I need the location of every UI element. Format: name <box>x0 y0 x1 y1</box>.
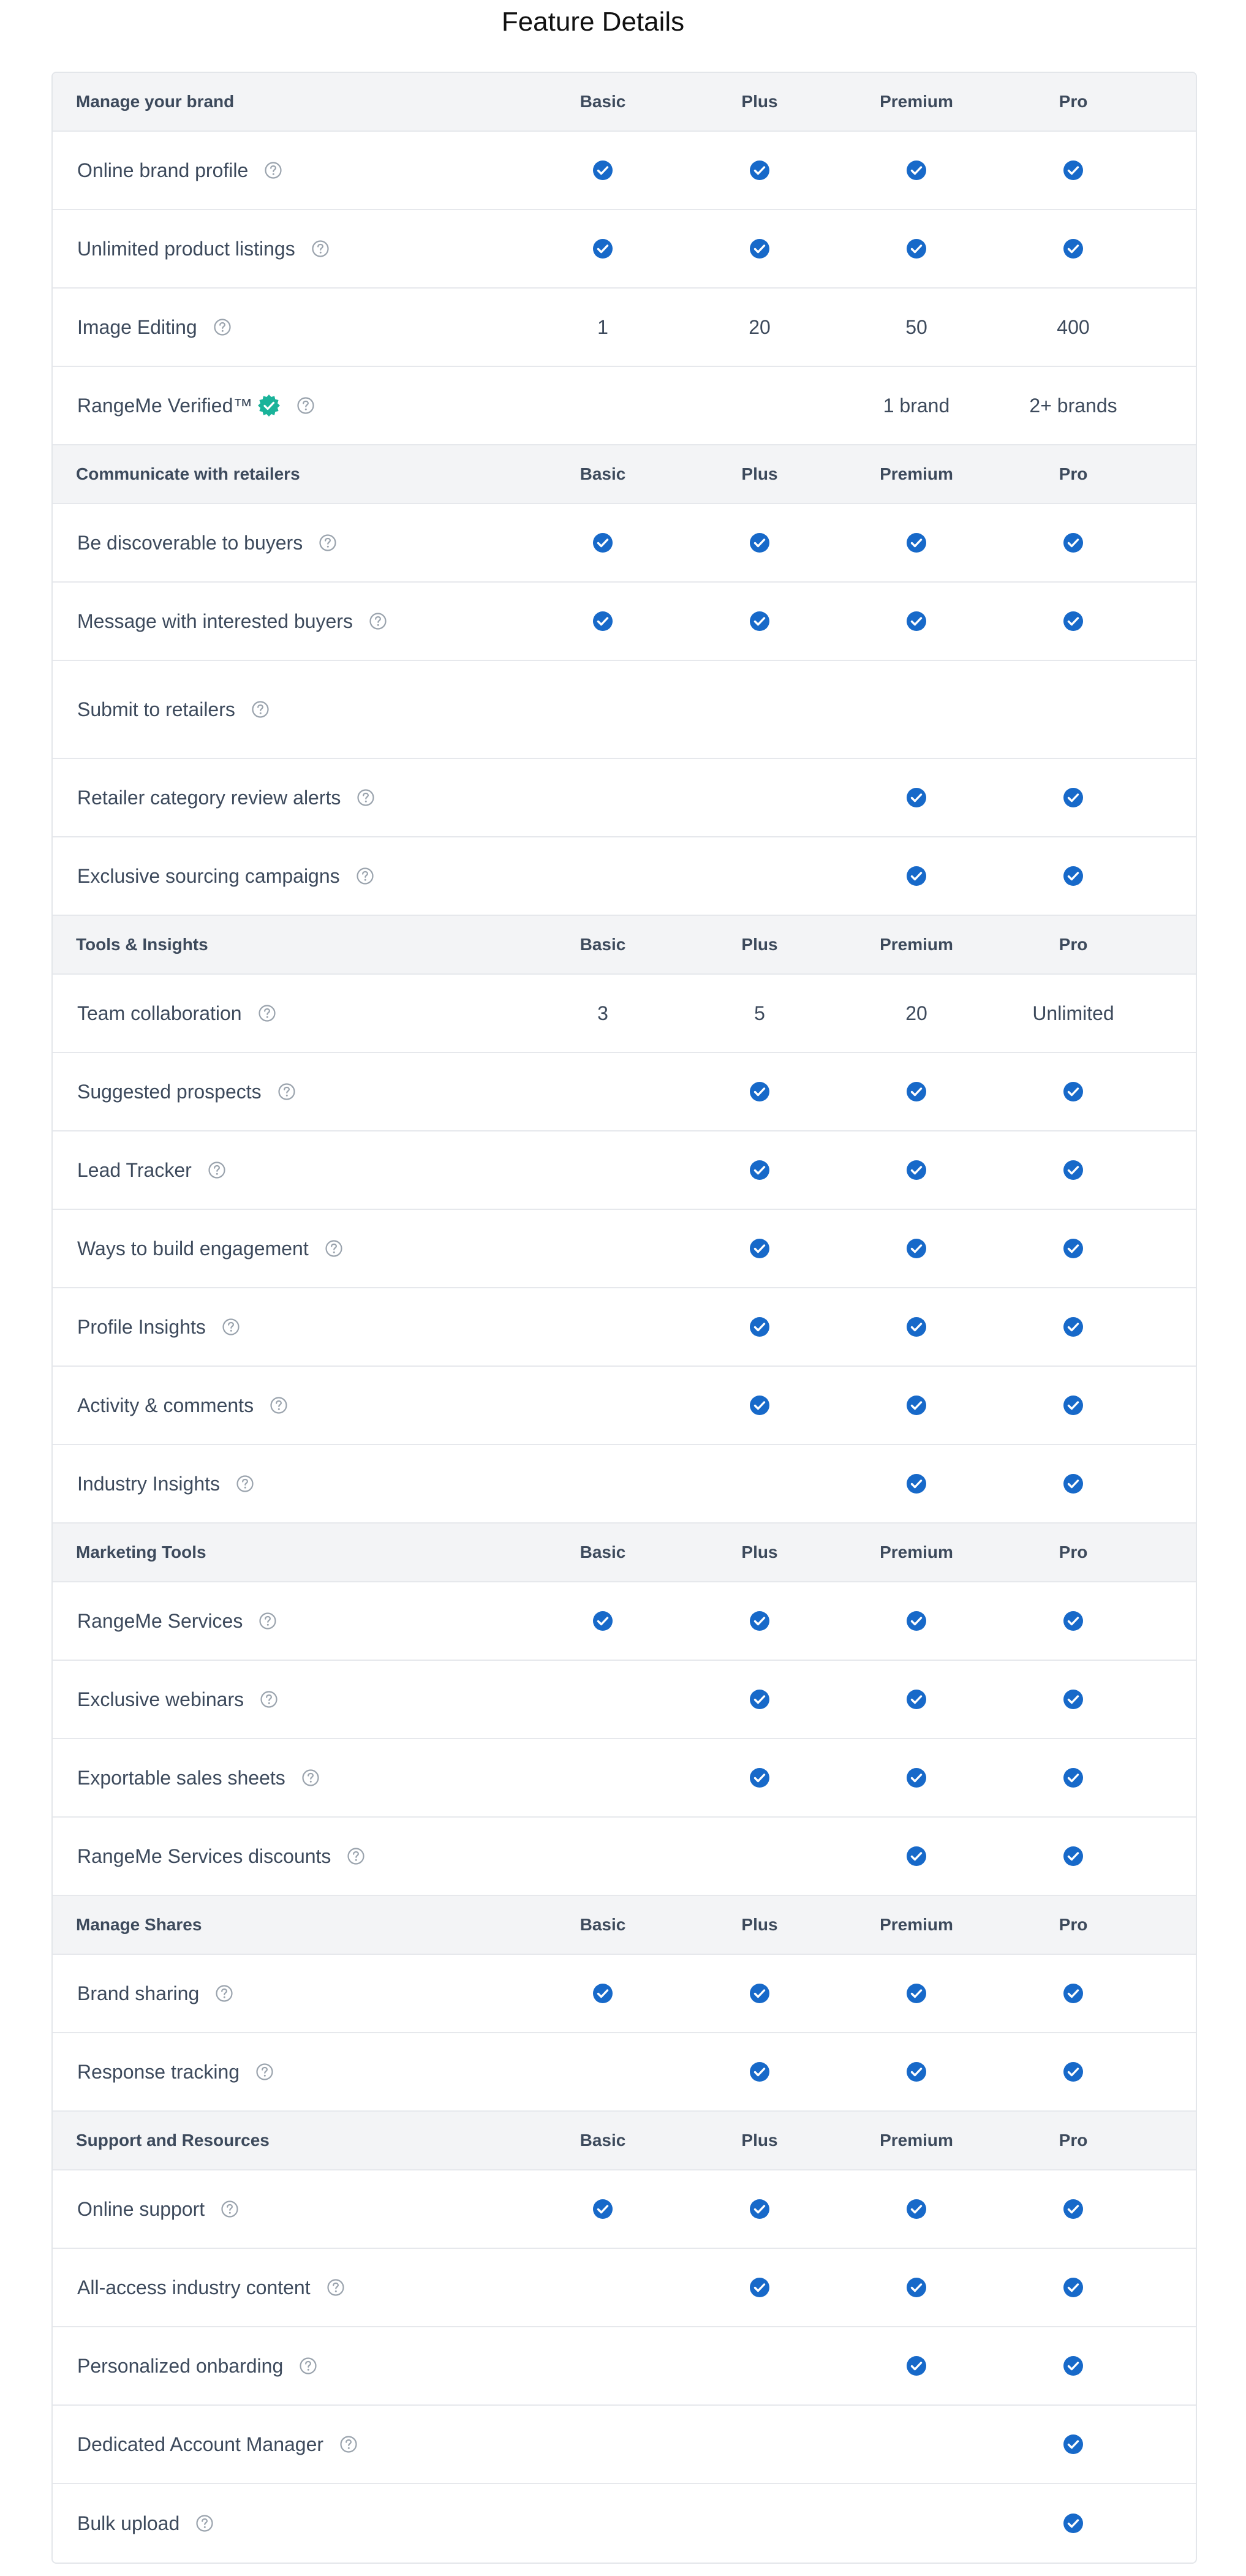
section-header-manage-shares <box>53 1896 1196 1955</box>
plan-value-basic: 1 <box>597 315 608 338</box>
plan-value-plus <box>681 2199 838 2219</box>
check-icon <box>749 2061 770 2082</box>
check-icon <box>906 1689 927 1710</box>
plan-value-premium <box>838 1983 995 2004</box>
plan-value-premium <box>838 2199 995 2219</box>
feature-row-personalized-onbarding <box>53 2327 1196 2406</box>
check-icon <box>749 532 770 553</box>
plan-value-plus <box>681 1689 838 1710</box>
help-icon[interactable] <box>236 1475 254 1493</box>
help-icon[interactable] <box>213 318 232 336</box>
plan-value-basic <box>524 532 681 553</box>
plan-header-basic: Basic <box>580 935 626 954</box>
feature-name: Industry Insights <box>77 1472 220 1495</box>
plan-value-pro <box>995 238 1152 259</box>
plan-header-plus: Plus <box>741 1543 778 1562</box>
feature-name-cell <box>53 2276 524 2299</box>
plan-header-plus: Plus <box>741 935 778 954</box>
help-icon[interactable] <box>357 788 375 807</box>
check-icon <box>592 1983 613 2004</box>
feature-name-cell <box>53 238 524 260</box>
feature-row-submit-to-retailers <box>53 661 1196 759</box>
plan-value-pro <box>995 1846 1152 1867</box>
check-icon <box>749 1767 770 1788</box>
feature-name-cell <box>53 2061 524 2083</box>
feature-name: Exclusive webinars <box>77 1688 244 1710</box>
feature-name-cell <box>53 610 524 633</box>
plan-value-premium <box>838 1395 995 1416</box>
feature-name: Unlimited product listings <box>77 237 295 260</box>
feature-row-be-discoverable-to-buyers <box>53 504 1196 583</box>
feature-row-message-with-interested-buyers <box>53 583 1196 661</box>
plan-value-basic: 3 <box>597 1002 608 1024</box>
feature-row-profile-insights <box>53 1288 1196 1367</box>
check-icon <box>906 1983 927 2004</box>
plan-value-plus <box>681 532 838 553</box>
plan-value-premium <box>838 787 995 808</box>
plan-value-pro <box>995 1081 1152 1102</box>
section-header-manage-your-brand <box>53 73 1196 132</box>
check-icon <box>906 160 927 181</box>
section-header-cell <box>53 935 524 954</box>
plan-value-basic <box>524 611 681 632</box>
check-icon <box>1063 2199 1084 2219</box>
check-icon <box>749 238 770 259</box>
plan-header-premium: Premium <box>880 2131 953 2150</box>
check-icon <box>749 611 770 632</box>
help-icon[interactable] <box>208 1161 226 1179</box>
feature-row-team-collaboration <box>53 975 1196 1053</box>
check-icon <box>1063 238 1084 259</box>
check-icon <box>906 1395 927 1416</box>
check-icon <box>1063 1238 1084 1259</box>
feature-name: Dedicated Account Manager <box>77 2433 324 2455</box>
section-header-cell <box>53 1543 524 1562</box>
check-icon <box>1063 160 1084 181</box>
feature-name-cell <box>53 1610 524 1633</box>
feature-row-image-editing <box>53 289 1196 367</box>
check-icon <box>749 1395 770 1416</box>
plan-header-premium: Premium <box>880 1543 953 1562</box>
plan-header-pro: Pro <box>1059 92 1088 111</box>
plan-header-pro: Pro <box>1059 935 1088 954</box>
plan-value-pro <box>995 2513 1152 2534</box>
section-header-cell <box>53 2131 524 2150</box>
check-icon <box>1063 2434 1084 2455</box>
section-header-support-and-resources <box>53 2112 1196 2170</box>
plan-value-premium <box>838 2355 995 2376</box>
feature-row-lead-tracker <box>53 1131 1196 1210</box>
feature-row-online-brand-profile <box>53 132 1196 210</box>
section-header-cell <box>53 464 524 484</box>
plan-header-premium: Premium <box>880 1915 953 1934</box>
section-title: Communicate with retailers <box>76 464 300 483</box>
feature-name: Exclusive sourcing campaigns <box>77 864 340 887</box>
section-title: Support and Resources <box>76 2131 270 2150</box>
plan-value-premium <box>838 1611 995 1631</box>
check-icon <box>906 787 927 808</box>
plan-value-premium <box>838 1316 995 1337</box>
feature-row-unlimited-product-listings <box>53 210 1196 289</box>
help-icon[interactable] <box>296 396 315 415</box>
section-header-tools-insights <box>53 916 1196 975</box>
check-icon <box>592 160 613 181</box>
plan-value-pro <box>995 2199 1152 2219</box>
feature-row-rangeme-services <box>53 1582 1196 1661</box>
check-icon <box>1063 787 1084 808</box>
check-icon <box>749 1611 770 1631</box>
feature-name-cell <box>53 316 524 339</box>
feature-name-cell <box>53 1159 524 1182</box>
feature-row-exportable-sales-sheets <box>53 1739 1196 1818</box>
plan-value-pro <box>995 1316 1152 1337</box>
help-icon[interactable] <box>356 867 374 885</box>
check-icon <box>1063 2061 1084 2082</box>
feature-name-cell <box>53 787 524 809</box>
help-icon[interactable] <box>260 1690 278 1709</box>
section-title: Manage Shares <box>76 1915 202 1934</box>
plan-header-basic: Basic <box>580 1543 626 1562</box>
plan-value-premium <box>838 1160 995 1180</box>
plan-value-premium <box>838 1473 995 1494</box>
feature-name: Retailer category review alerts <box>77 786 341 809</box>
check-icon <box>906 1846 927 1867</box>
plan-value-premium <box>838 866 995 886</box>
check-icon <box>906 2199 927 2219</box>
check-icon <box>1063 2277 1084 2298</box>
feature-name-cell <box>53 1237 524 1260</box>
feature-name-cell <box>53 2198 524 2221</box>
plan-value-plus: 5 <box>754 1002 765 1024</box>
plan-header-plus: Plus <box>741 2131 778 2150</box>
plan-value-pro <box>995 2434 1152 2455</box>
plan-value-plus <box>681 2277 838 2298</box>
feature-name: RangeMe Verified™ <box>77 394 253 417</box>
feature-name: Brand sharing <box>77 1982 200 2004</box>
feature-name: Image Editing <box>77 315 197 338</box>
feature-name: Ways to build engagement <box>77 1237 309 1260</box>
check-icon <box>1063 866 1084 886</box>
check-icon <box>1063 1395 1084 1416</box>
plan-value-plus <box>681 1160 838 1180</box>
plan-header-pro: Pro <box>1059 464 1088 483</box>
feature-row-response-tracking <box>53 2033 1196 2112</box>
plan-value-pro <box>995 611 1152 632</box>
check-icon <box>1063 2513 1084 2534</box>
plan-value-basic <box>524 238 681 259</box>
check-icon <box>749 1689 770 1710</box>
check-icon <box>749 160 770 181</box>
plan-value-plus <box>681 160 838 181</box>
help-icon[interactable] <box>264 161 282 179</box>
help-icon[interactable] <box>259 1612 277 1630</box>
check-icon <box>592 238 613 259</box>
help-icon[interactable] <box>319 534 337 552</box>
check-icon <box>1063 1473 1084 1494</box>
plan-value-plus <box>681 1767 838 1788</box>
plan-value-plus <box>681 1983 838 2004</box>
check-icon <box>906 1316 927 1337</box>
check-icon <box>592 532 613 553</box>
plan-value-plus <box>681 238 838 259</box>
plan-value-plus <box>681 1395 838 1416</box>
check-icon <box>592 1611 613 1631</box>
check-icon <box>1063 611 1084 632</box>
plan-value-premium <box>838 1689 995 1710</box>
check-icon <box>1063 1689 1084 1710</box>
plan-value-premium <box>838 1767 995 1788</box>
check-icon <box>592 611 613 632</box>
feature-name: All-access industry content <box>77 2276 311 2298</box>
plan-value-pro <box>995 1238 1152 1259</box>
feature-name: Lead Tracker <box>77 1158 192 1181</box>
check-icon <box>1063 1846 1084 1867</box>
help-icon[interactable] <box>299 2357 317 2375</box>
help-icon[interactable] <box>327 2278 345 2297</box>
check-icon <box>1063 1160 1084 1180</box>
plan-value-pro <box>995 1160 1152 1180</box>
feature-name-cell <box>53 1316 524 1339</box>
plan-value-premium: 1 brand <box>883 394 950 417</box>
feature-row-bulk-upload <box>53 2484 1196 2563</box>
plan-value-pro <box>995 2355 1152 2376</box>
plan-header-plus: Plus <box>741 1915 778 1934</box>
plan-value-pro <box>995 160 1152 181</box>
help-icon[interactable] <box>278 1082 296 1101</box>
plan-value-pro <box>995 532 1152 553</box>
check-icon <box>906 866 927 886</box>
plan-value-pro: 400 <box>1057 315 1090 338</box>
feature-row-all-access-industry-content <box>53 2249 1196 2327</box>
plan-header-basic: Basic <box>580 1915 626 1934</box>
section-header-cell <box>53 92 524 111</box>
plan-value-plus <box>681 1238 838 1259</box>
help-icon[interactable] <box>311 240 330 258</box>
feature-row-online-support <box>53 2170 1196 2249</box>
plan-value-premium <box>838 1081 995 1102</box>
section-title: Marketing Tools <box>76 1543 206 1562</box>
feature-row-dedicated-account-manager <box>53 2406 1196 2484</box>
plan-value-pro: 2+ brands <box>1029 394 1117 417</box>
plan-header-plus: Plus <box>741 464 778 483</box>
feature-name-cell <box>53 1688 524 1711</box>
check-icon <box>906 2355 927 2376</box>
check-icon <box>749 1316 770 1337</box>
feature-row-rangeme-verified <box>53 367 1196 445</box>
feature-row-activity-comments <box>53 1367 1196 1445</box>
plan-value-pro <box>995 866 1152 886</box>
plan-value-premium <box>838 1846 995 1867</box>
help-icon[interactable] <box>215 1984 233 2003</box>
feature-name-cell <box>53 1002 524 1025</box>
help-icon[interactable] <box>221 2200 239 2218</box>
feature-name: Message with interested buyers <box>77 610 353 632</box>
plan-header-basic: Basic <box>580 92 626 111</box>
check-icon <box>749 1983 770 2004</box>
page-title: Feature Details <box>501 7 685 37</box>
feature-name: Response tracking <box>77 2060 240 2083</box>
plan-value-pro <box>995 1689 1152 1710</box>
plan-value-pro <box>995 2277 1152 2298</box>
check-icon <box>906 1473 927 1494</box>
plan-value-premium: 50 <box>905 315 927 338</box>
plan-value-premium <box>838 1238 995 1259</box>
feature-row-ways-to-build-engagement <box>53 1210 1196 1288</box>
plan-value-pro <box>995 787 1152 808</box>
feature-row-retailer-category-review-alerts <box>53 759 1196 837</box>
feature-name: RangeMe Services discounts <box>77 1845 331 1867</box>
check-icon <box>1063 1983 1084 2004</box>
check-icon <box>1063 532 1084 553</box>
verified-badge-icon <box>257 394 281 417</box>
plan-value-basic <box>524 1983 681 2004</box>
help-icon[interactable] <box>258 1004 276 1022</box>
section-title: Manage your brand <box>76 92 235 111</box>
plan-header-premium: Premium <box>880 935 953 954</box>
feature-name: Suggested prospects <box>77 1080 262 1103</box>
plan-value-premium <box>838 611 995 632</box>
plan-value-premium <box>838 532 995 553</box>
plan-value-premium <box>838 160 995 181</box>
feature-name: Online support <box>77 2197 205 2220</box>
feature-name-cell <box>53 1982 524 2005</box>
section-header-marketing-tools <box>53 1524 1196 1582</box>
check-icon <box>906 1238 927 1259</box>
check-icon <box>906 2061 927 2082</box>
help-icon[interactable] <box>325 1239 343 1258</box>
plan-value-pro <box>995 2061 1152 2082</box>
feature-name: Online brand profile <box>77 159 249 181</box>
plan-value-pro <box>995 1611 1152 1631</box>
plan-header-pro: Pro <box>1059 1915 1088 1934</box>
feature-name-cell <box>53 698 524 721</box>
feature-row-industry-insights <box>53 1445 1196 1524</box>
feature-name-cell <box>53 532 524 554</box>
plan-value-premium <box>838 2061 995 2082</box>
plan-value-premium <box>838 2277 995 2298</box>
help-icon[interactable] <box>222 1318 240 1336</box>
check-icon <box>749 1160 770 1180</box>
plan-value-plus <box>681 1611 838 1631</box>
check-icon <box>906 1611 927 1631</box>
feature-name-cell <box>53 865 524 888</box>
plan-value-plus <box>681 611 838 632</box>
check-icon <box>906 1767 927 1788</box>
plan-header-pro: Pro <box>1059 2131 1088 2150</box>
feature-name: Submit to retailers <box>77 698 235 720</box>
feature-name-cell <box>53 2512 524 2535</box>
plan-header-premium: Premium <box>880 92 953 111</box>
feature-name-cell <box>53 159 524 182</box>
feature-name: Activity & comments <box>77 1394 254 1416</box>
plan-header-basic: Basic <box>580 2131 626 2150</box>
check-icon <box>1063 1767 1084 1788</box>
plan-header-pro: Pro <box>1059 1543 1088 1562</box>
plan-value-plus <box>681 2061 838 2082</box>
check-icon <box>1063 1316 1084 1337</box>
feature-name: Personalized onbarding <box>77 2354 284 2377</box>
feature-row-rangeme-services-discounts <box>53 1818 1196 1896</box>
feature-name-cell <box>53 394 524 417</box>
feature-row-brand-sharing <box>53 1955 1196 2033</box>
check-icon <box>1063 2355 1084 2376</box>
feature-name-cell <box>53 1081 524 1103</box>
feature-name-cell <box>53 1845 524 1868</box>
plan-header-premium: Premium <box>880 464 953 483</box>
feature-name: Be discoverable to buyers <box>77 531 303 554</box>
check-icon <box>906 2277 927 2298</box>
section-header-cell <box>53 1915 524 1935</box>
section-title: Tools & Insights <box>76 935 208 954</box>
feature-name-cell <box>53 1473 524 1495</box>
check-icon <box>906 1081 927 1102</box>
plan-header-plus: Plus <box>741 92 778 111</box>
feature-name: Profile Insights <box>77 1315 206 1338</box>
check-icon <box>749 1238 770 1259</box>
check-icon <box>749 2199 770 2219</box>
feature-row-exclusive-webinars <box>53 1661 1196 1739</box>
check-icon <box>1063 1611 1084 1631</box>
help-icon[interactable] <box>251 700 270 719</box>
feature-row-suggested-prospects <box>53 1053 1196 1131</box>
plan-value-pro: Unlimited <box>1032 1002 1114 1024</box>
feature-name-cell <box>53 1394 524 1417</box>
feature-name: RangeMe Services <box>77 1609 243 1632</box>
help-icon[interactable] <box>301 1769 320 1787</box>
plan-value-basic <box>524 160 681 181</box>
help-icon[interactable] <box>347 1847 365 1865</box>
plan-value-pro <box>995 1767 1152 1788</box>
plan-value-basic <box>524 1611 681 1631</box>
feature-name-cell <box>53 1767 524 1789</box>
help-icon[interactable] <box>195 2514 214 2533</box>
feature-name-cell <box>53 2355 524 2378</box>
plan-value-pro <box>995 1983 1152 2004</box>
check-icon <box>906 1160 927 1180</box>
plan-value-plus: 20 <box>749 315 771 338</box>
check-icon <box>749 1081 770 1102</box>
check-icon <box>592 2199 613 2219</box>
plan-value-premium: 20 <box>905 1002 927 1024</box>
plan-value-plus <box>681 1081 838 1102</box>
plan-value-plus <box>681 1316 838 1337</box>
check-icon <box>749 2277 770 2298</box>
plan-value-premium <box>838 238 995 259</box>
feature-name: Team collaboration <box>77 1002 242 1024</box>
check-icon <box>906 532 927 553</box>
plan-value-pro <box>995 1395 1152 1416</box>
check-icon <box>906 611 927 632</box>
plan-header-basic: Basic <box>580 464 626 483</box>
feature-row-exclusive-sourcing-campaigns <box>53 837 1196 916</box>
check-icon <box>906 238 927 259</box>
feature-name: Exportable sales sheets <box>77 1766 285 1789</box>
help-icon[interactable] <box>369 612 387 630</box>
help-icon[interactable] <box>255 2063 274 2081</box>
help-icon[interactable] <box>339 2435 358 2453</box>
plan-value-basic <box>524 2199 681 2219</box>
plan-value-pro <box>995 1473 1152 1494</box>
feature-comparison-table <box>51 72 1197 2564</box>
feature-name: Bulk upload <box>77 2512 180 2534</box>
section-header-communicate-with-retailers <box>53 445 1196 504</box>
check-icon <box>1063 1081 1084 1102</box>
help-icon[interactable] <box>270 1396 288 1415</box>
feature-name-cell <box>53 2433 524 2456</box>
